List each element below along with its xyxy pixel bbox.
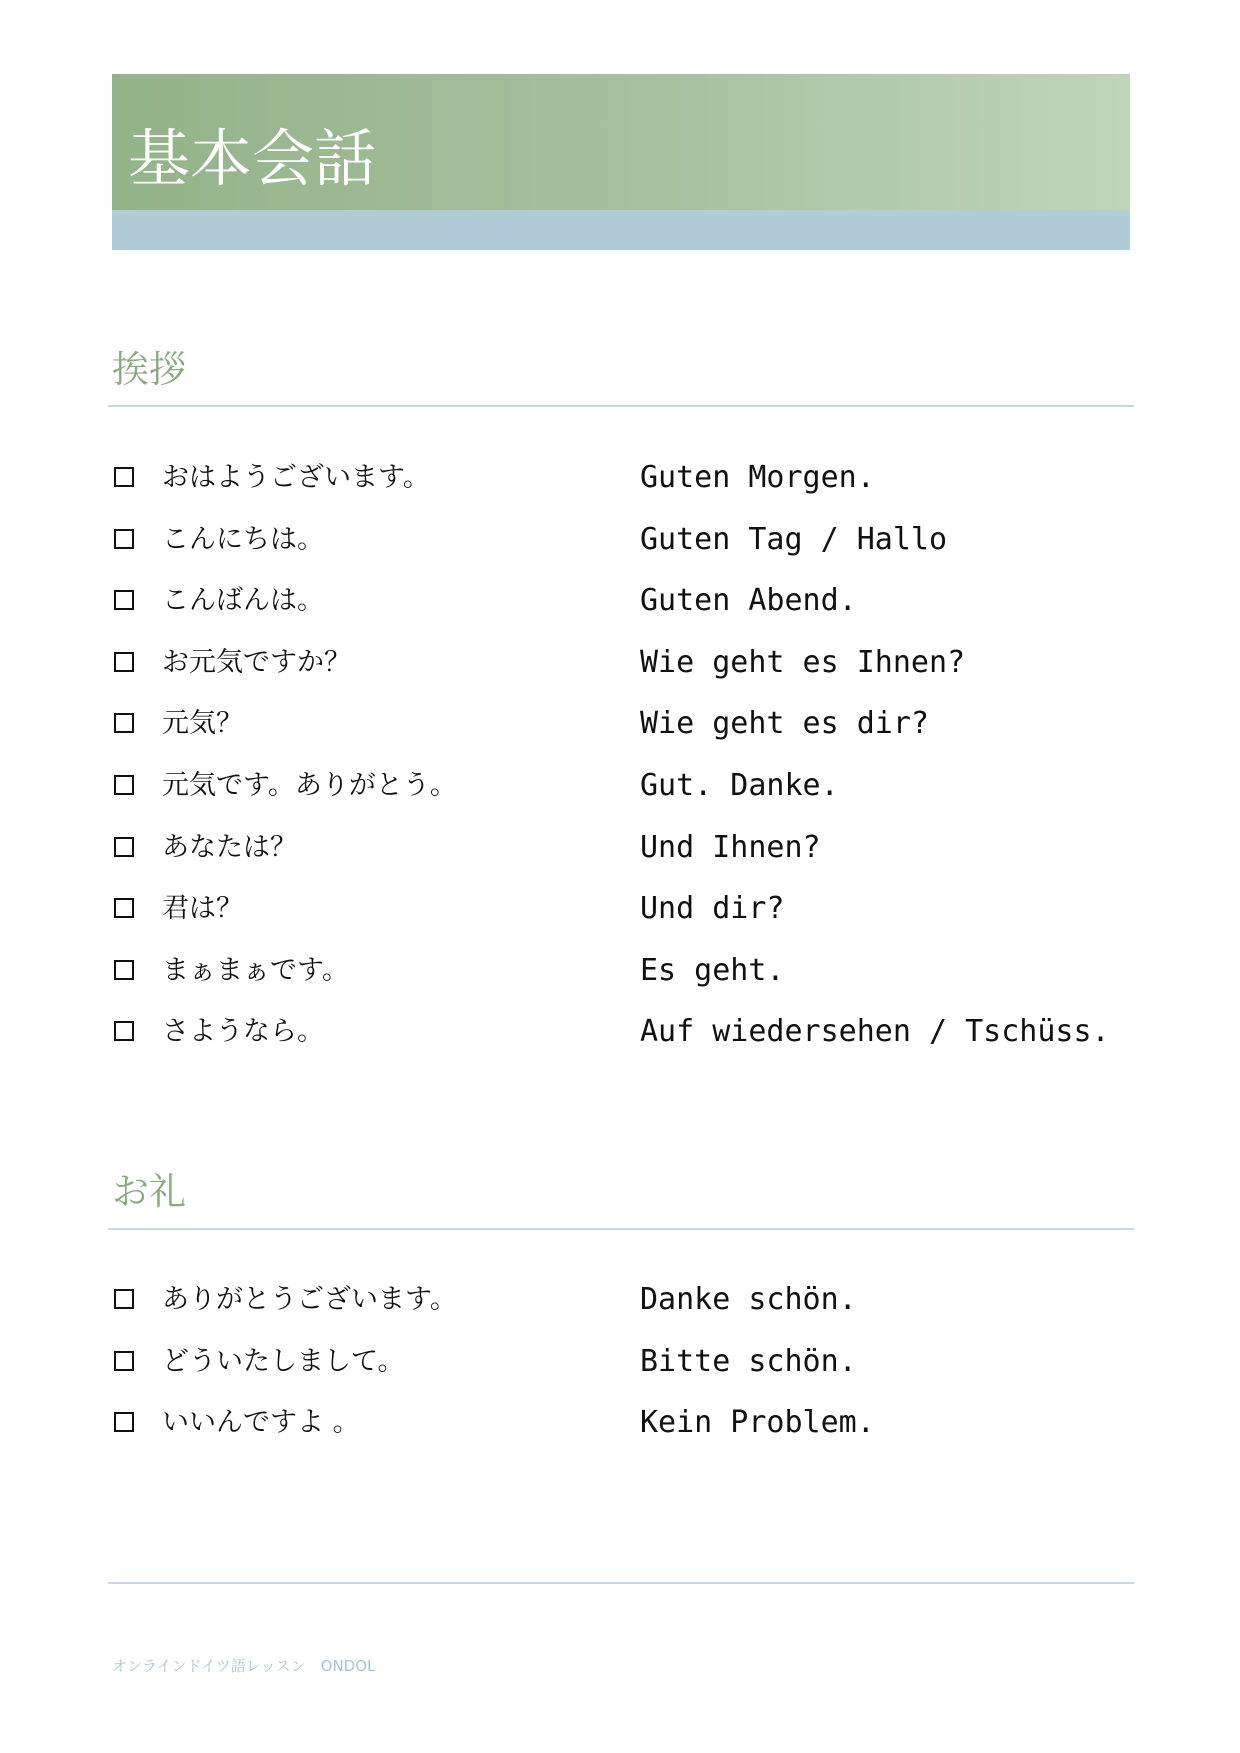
german-phrase: Wie geht es dir? — [640, 706, 929, 742]
checkbox[interactable] — [114, 1289, 134, 1309]
german-phrase: Guten Morgen. — [640, 460, 875, 495]
phrase-row — [112, 1344, 1130, 1406]
phrase-row — [112, 1405, 1130, 1467]
phrase-row — [112, 891, 1130, 953]
japanese-phrase: こんばんは。 — [162, 585, 324, 617]
section-divider — [108, 405, 1134, 407]
section-heading-thanks: お礼 — [112, 1170, 186, 1213]
checkbox[interactable] — [114, 713, 134, 733]
japanese-phrase: いいんですよ 。 — [162, 1407, 360, 1439]
japanese-phrase: おはようございます。 — [162, 462, 430, 493]
checkbox[interactable] — [114, 1412, 134, 1432]
japanese-phrase: 元気？ — [162, 708, 243, 740]
footer-divider — [108, 1582, 1134, 1584]
phrase-row — [112, 830, 1130, 892]
checkbox[interactable] — [114, 652, 134, 672]
phrase-row — [112, 460, 1130, 522]
german-phrase: Bitte schön. — [640, 1343, 857, 1379]
german-phrase: Und Ihnen? — [640, 829, 821, 865]
phrase-row — [112, 953, 1130, 1015]
checkbox[interactable] — [114, 898, 134, 918]
japanese-phrase: ありがとうございます。 — [162, 1284, 457, 1315]
checkbox[interactable] — [114, 590, 134, 610]
japanese-phrase: さようなら。 — [162, 1016, 324, 1048]
title-banner-green-band — [112, 74, 1130, 210]
german-phrase: Es geht. — [640, 952, 785, 988]
checkbox[interactable] — [114, 467, 134, 487]
german-phrase: Guten Abend. — [640, 583, 857, 619]
japanese-phrase: あなたは？ — [162, 831, 297, 863]
japanese-phrase: こんにちは。 — [162, 523, 324, 555]
german-phrase: Danke schön. — [640, 1282, 857, 1317]
checkbox[interactable] — [114, 1351, 134, 1371]
checkbox[interactable] — [114, 960, 134, 980]
german-phrase: Und dir? — [640, 891, 785, 927]
title-banner-blue-band — [112, 210, 1130, 250]
phrase-row — [112, 583, 1130, 645]
german-phrase: Guten Tag / Hallo — [640, 521, 948, 557]
german-phrase: Auf wiedersehen / Tschüss. — [640, 1014, 1110, 1050]
german-phrase: Kein Problem. — [640, 1405, 875, 1441]
phrase-row — [112, 706, 1130, 768]
section-heading-greetings: 挨拶 — [112, 348, 186, 391]
checkbox[interactable] — [114, 1021, 134, 1041]
phrase-row — [112, 768, 1130, 830]
checkbox[interactable] — [114, 775, 134, 795]
title-banner — [112, 74, 1130, 250]
german-phrase: Wie geht es Ihnen? — [640, 644, 966, 680]
section-divider — [108, 1228, 1134, 1230]
checkbox[interactable] — [114, 837, 134, 857]
phrase-row — [112, 522, 1130, 584]
checkbox[interactable] — [114, 529, 134, 549]
japanese-phrase: どういたしまして。 — [162, 1345, 405, 1377]
japanese-phrase: 元気です。ありがとう。 — [162, 769, 457, 801]
phrase-row — [112, 1014, 1130, 1076]
footer-text: オンラインドイツ語レッスン ONDOL — [112, 1657, 376, 1675]
phrase-row — [112, 645, 1130, 707]
phrase-row — [112, 1282, 1130, 1344]
german-phrase: Gut. Danke. — [640, 767, 839, 803]
phrase-list-greetings — [112, 460, 1130, 1076]
japanese-phrase: 君は？ — [162, 893, 243, 925]
phrase-list-thanks — [112, 1282, 1130, 1467]
japanese-phrase: まぁまぁです。 — [162, 954, 349, 986]
page-title: 基本会話 — [128, 122, 377, 195]
japanese-phrase: お元気ですか？ — [162, 646, 351, 678]
